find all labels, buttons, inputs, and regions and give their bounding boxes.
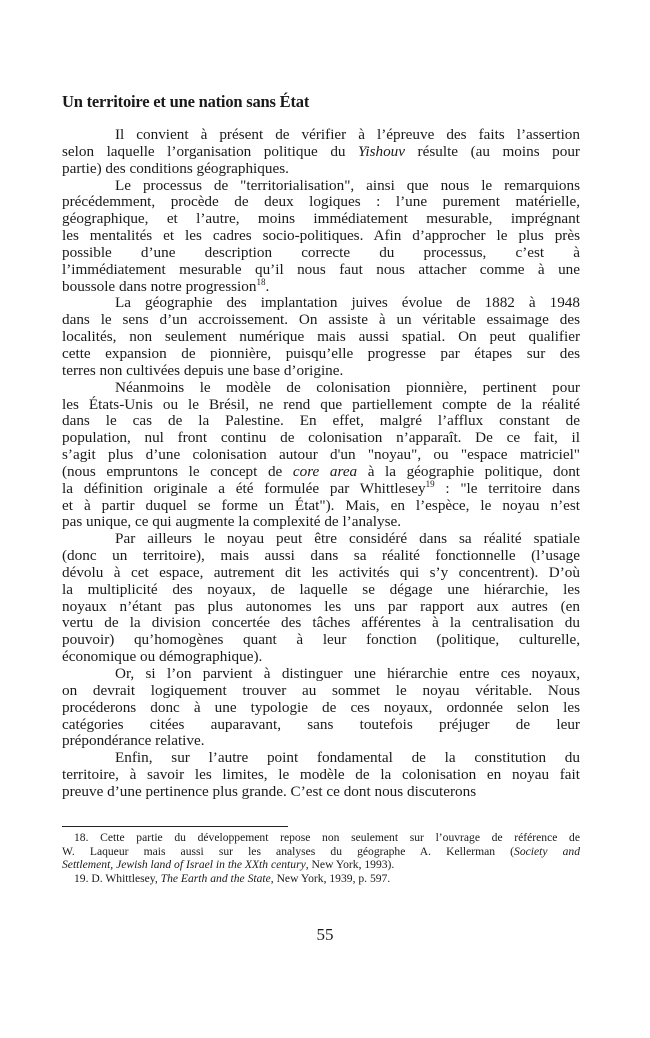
text-line <box>62 615 580 632</box>
text-line <box>62 478 580 498</box>
text-line <box>62 312 580 329</box>
text-line <box>62 413 580 430</box>
footnote <box>62 831 580 872</box>
text-run: localités, non seulement numérique mais aussi spatial. On peut qualifier <box>62 328 580 346</box>
italic-text: The Earth and the State <box>160 872 271 886</box>
text-line <box>62 565 580 582</box>
text-run: la multiplicité des noyaux, de laquelle se dégage une hiérarchie, les <box>62 580 580 598</box>
text-run: procéderons donc à une typologie de ces noyaux, ordonnée selon les <box>62 698 580 716</box>
text-run: pouvoir) qu’homogènes quant à leur fonction (politique, culturelle, <box>62 631 580 649</box>
text-line <box>62 262 580 279</box>
text-line <box>62 750 580 767</box>
text-run: terres non cultivées depuis une base d’origine. <box>62 361 344 379</box>
paragraph <box>62 380 580 532</box>
italic-text: core area <box>292 462 358 480</box>
text-run: géographique, et l’autre, moins immédiatement mesurable, imprégnant <box>62 210 580 228</box>
footnote-line <box>62 831 580 845</box>
text-line <box>62 161 580 178</box>
footnote-line <box>62 872 580 886</box>
text-line <box>62 363 580 380</box>
footnote-line <box>62 858 580 872</box>
text-run: s’agit plus d’une colonisation autour d'un "noyau", ou "espace matriciel" <box>62 446 580 464</box>
text-line <box>62 430 580 447</box>
footnote-separator <box>62 826 288 827</box>
text-line <box>62 700 580 717</box>
text-line <box>62 178 580 195</box>
text-line <box>62 548 580 565</box>
text-line <box>62 683 580 700</box>
text-run: catégories citées auparavant, sans toutefois préjuger de leur <box>62 715 580 733</box>
text-run: Il convient à présent de vérifier à l’épreuve des faits l’assertion <box>115 126 580 143</box>
text-run: La géographie des implantation juives évolue de 1882 à 1948 <box>115 294 580 312</box>
text-run: W. Laqueur mais aussi sur les analyses du géographe A. Kellerman ( <box>62 844 515 858</box>
text-line <box>62 582 580 599</box>
text-run: Le processus de "territorialisation", ainsi que nous le remarquions <box>115 176 580 194</box>
text-line <box>62 276 580 296</box>
text-line <box>62 498 580 515</box>
text-run: preuve d’une pertinence plus grande. C’est ce dont nous discuterons <box>62 782 477 800</box>
text-run: territoire, à savoir les limites, le modèle de la colonisation en noyau fait <box>62 766 580 784</box>
paragraph <box>62 666 580 750</box>
text-run: les États-Unis ou le Brésil, ne rend que partiellement compte de la réalité <box>62 395 580 413</box>
text-line <box>62 380 580 397</box>
page-number: 55 <box>316 925 334 944</box>
text-line <box>62 346 580 363</box>
body-text <box>62 127 580 801</box>
text-line <box>62 447 580 464</box>
section-heading: Un territoire et une nation sans État <box>62 92 310 111</box>
text-run: à la géographie politique, dont <box>357 462 581 480</box>
italic-text: Yishouv <box>358 142 406 160</box>
footnotes <box>62 831 580 886</box>
italic-text: Society and <box>514 844 580 858</box>
text-run: économique ou démographique). <box>62 648 263 666</box>
text-run: possible d’une description correcte du processus, c’est à <box>62 243 580 261</box>
text-run: résulte (au moins pour <box>405 142 580 160</box>
text-run: prépondérance relative. <box>62 732 205 750</box>
text-run: noyaux n’étant pas plus autonomes les uns par rapport aux autres (en <box>62 597 580 615</box>
text-line <box>62 245 580 262</box>
text-run: : "le territoire dans <box>434 479 580 497</box>
text-line <box>62 531 580 548</box>
text-line <box>62 464 580 481</box>
text-line <box>62 194 580 211</box>
text-run: boussole dans notre progression <box>62 277 257 295</box>
text-line <box>62 127 580 144</box>
text-line <box>62 295 580 312</box>
paragraph <box>62 531 580 666</box>
text-run: Néanmoins le modèle de colonisation pionnière, pertinent pour <box>115 378 580 396</box>
text-run: précédemment, procède de deux logiques : l’une purement matérielle, <box>62 193 580 211</box>
text-line <box>62 514 580 531</box>
text-line <box>62 649 580 666</box>
paragraph <box>62 178 580 296</box>
text-run: dans le sens d’un accroissement. On assiste à un véritable essaimage des <box>62 311 580 329</box>
text-run: Or, si l’on parvient à distinguer une hiérarchie entre ces noyaux, <box>115 665 580 682</box>
text-line <box>62 211 580 228</box>
text-line <box>62 599 580 616</box>
text-run: 19. D. Whittlesey, <box>74 872 161 886</box>
paragraph <box>62 750 580 801</box>
text-line <box>62 228 580 245</box>
text-line <box>62 717 580 734</box>
footnote-line <box>62 845 580 859</box>
text-run: l’immédiatement mesurable qu’il nous faut nous attacher comme à une <box>62 260 580 278</box>
text-line <box>62 144 580 161</box>
footnote-reference: 18 <box>256 276 266 287</box>
text-run: cette expansion de pionnière, puisqu’elle progresse par étapes sur des <box>62 344 580 362</box>
text-run: population, nul front continu de colonisation n’apparaît. De ce fait, il <box>62 429 580 447</box>
text-line <box>62 733 580 750</box>
text-line <box>62 397 580 414</box>
text-run: (donc un territoire), mais aussi dans sa réalité fonctionnelle (l’usage <box>62 547 580 565</box>
text-run: 18. Cette partie du développement repose non seulement sur l’ouvrage de référence de <box>74 831 580 844</box>
text-run: dans le cas de la Palestine. En effet, malgré l’afflux constant de <box>62 412 580 430</box>
text-run: dévolu à cet espace, autrement dit les activités qui s’y concentrent). D’où <box>62 563 580 581</box>
text-run: , New York, 1939, p. 597. <box>270 872 391 886</box>
text-run: . <box>265 277 270 295</box>
text-run: (nous empruntons le concept de <box>62 462 293 480</box>
text-run: pas unique, ce qui augmente la complexité de l’analyse. <box>62 513 402 531</box>
footnote-reference: 19 <box>425 478 435 489</box>
footnote <box>62 872 580 886</box>
text-line <box>62 666 580 683</box>
text-line <box>62 632 580 649</box>
text-run: partie) des conditions géographiques. <box>62 159 289 177</box>
text-line <box>62 329 580 346</box>
text-run: , New York, 1993). <box>305 858 395 872</box>
text-run: selon laquelle l’organisation politique du <box>62 142 359 160</box>
paragraph <box>62 295 580 379</box>
text-line <box>62 784 580 801</box>
text-run: la définition originale a été formulée par Whittlesey <box>62 479 426 497</box>
text-run: Enfin, sur l’autre point fondamental de la constitution du <box>115 749 580 767</box>
text-run: vertu de la division concertée des tâches afférentes à la centralisation du <box>62 614 580 632</box>
italic-text: Settlement, Jewish land of Israel in the XXth century <box>62 858 306 872</box>
text-run: Par ailleurs le noyau peut être considéré dans sa réalité spatiale <box>115 530 580 548</box>
paragraph <box>62 127 580 178</box>
text-run: on devrait logiquement trouver au sommet le noyau véritable. Nous <box>62 681 580 699</box>
text-run: les mentalités et les cadres socio-politiques. Afin d’approcher le plus près <box>62 227 580 245</box>
text-run: et à partir duquel se forme un État"). Mais, en l’espèce, le noyau n’est <box>62 496 580 514</box>
text-line <box>62 767 580 784</box>
